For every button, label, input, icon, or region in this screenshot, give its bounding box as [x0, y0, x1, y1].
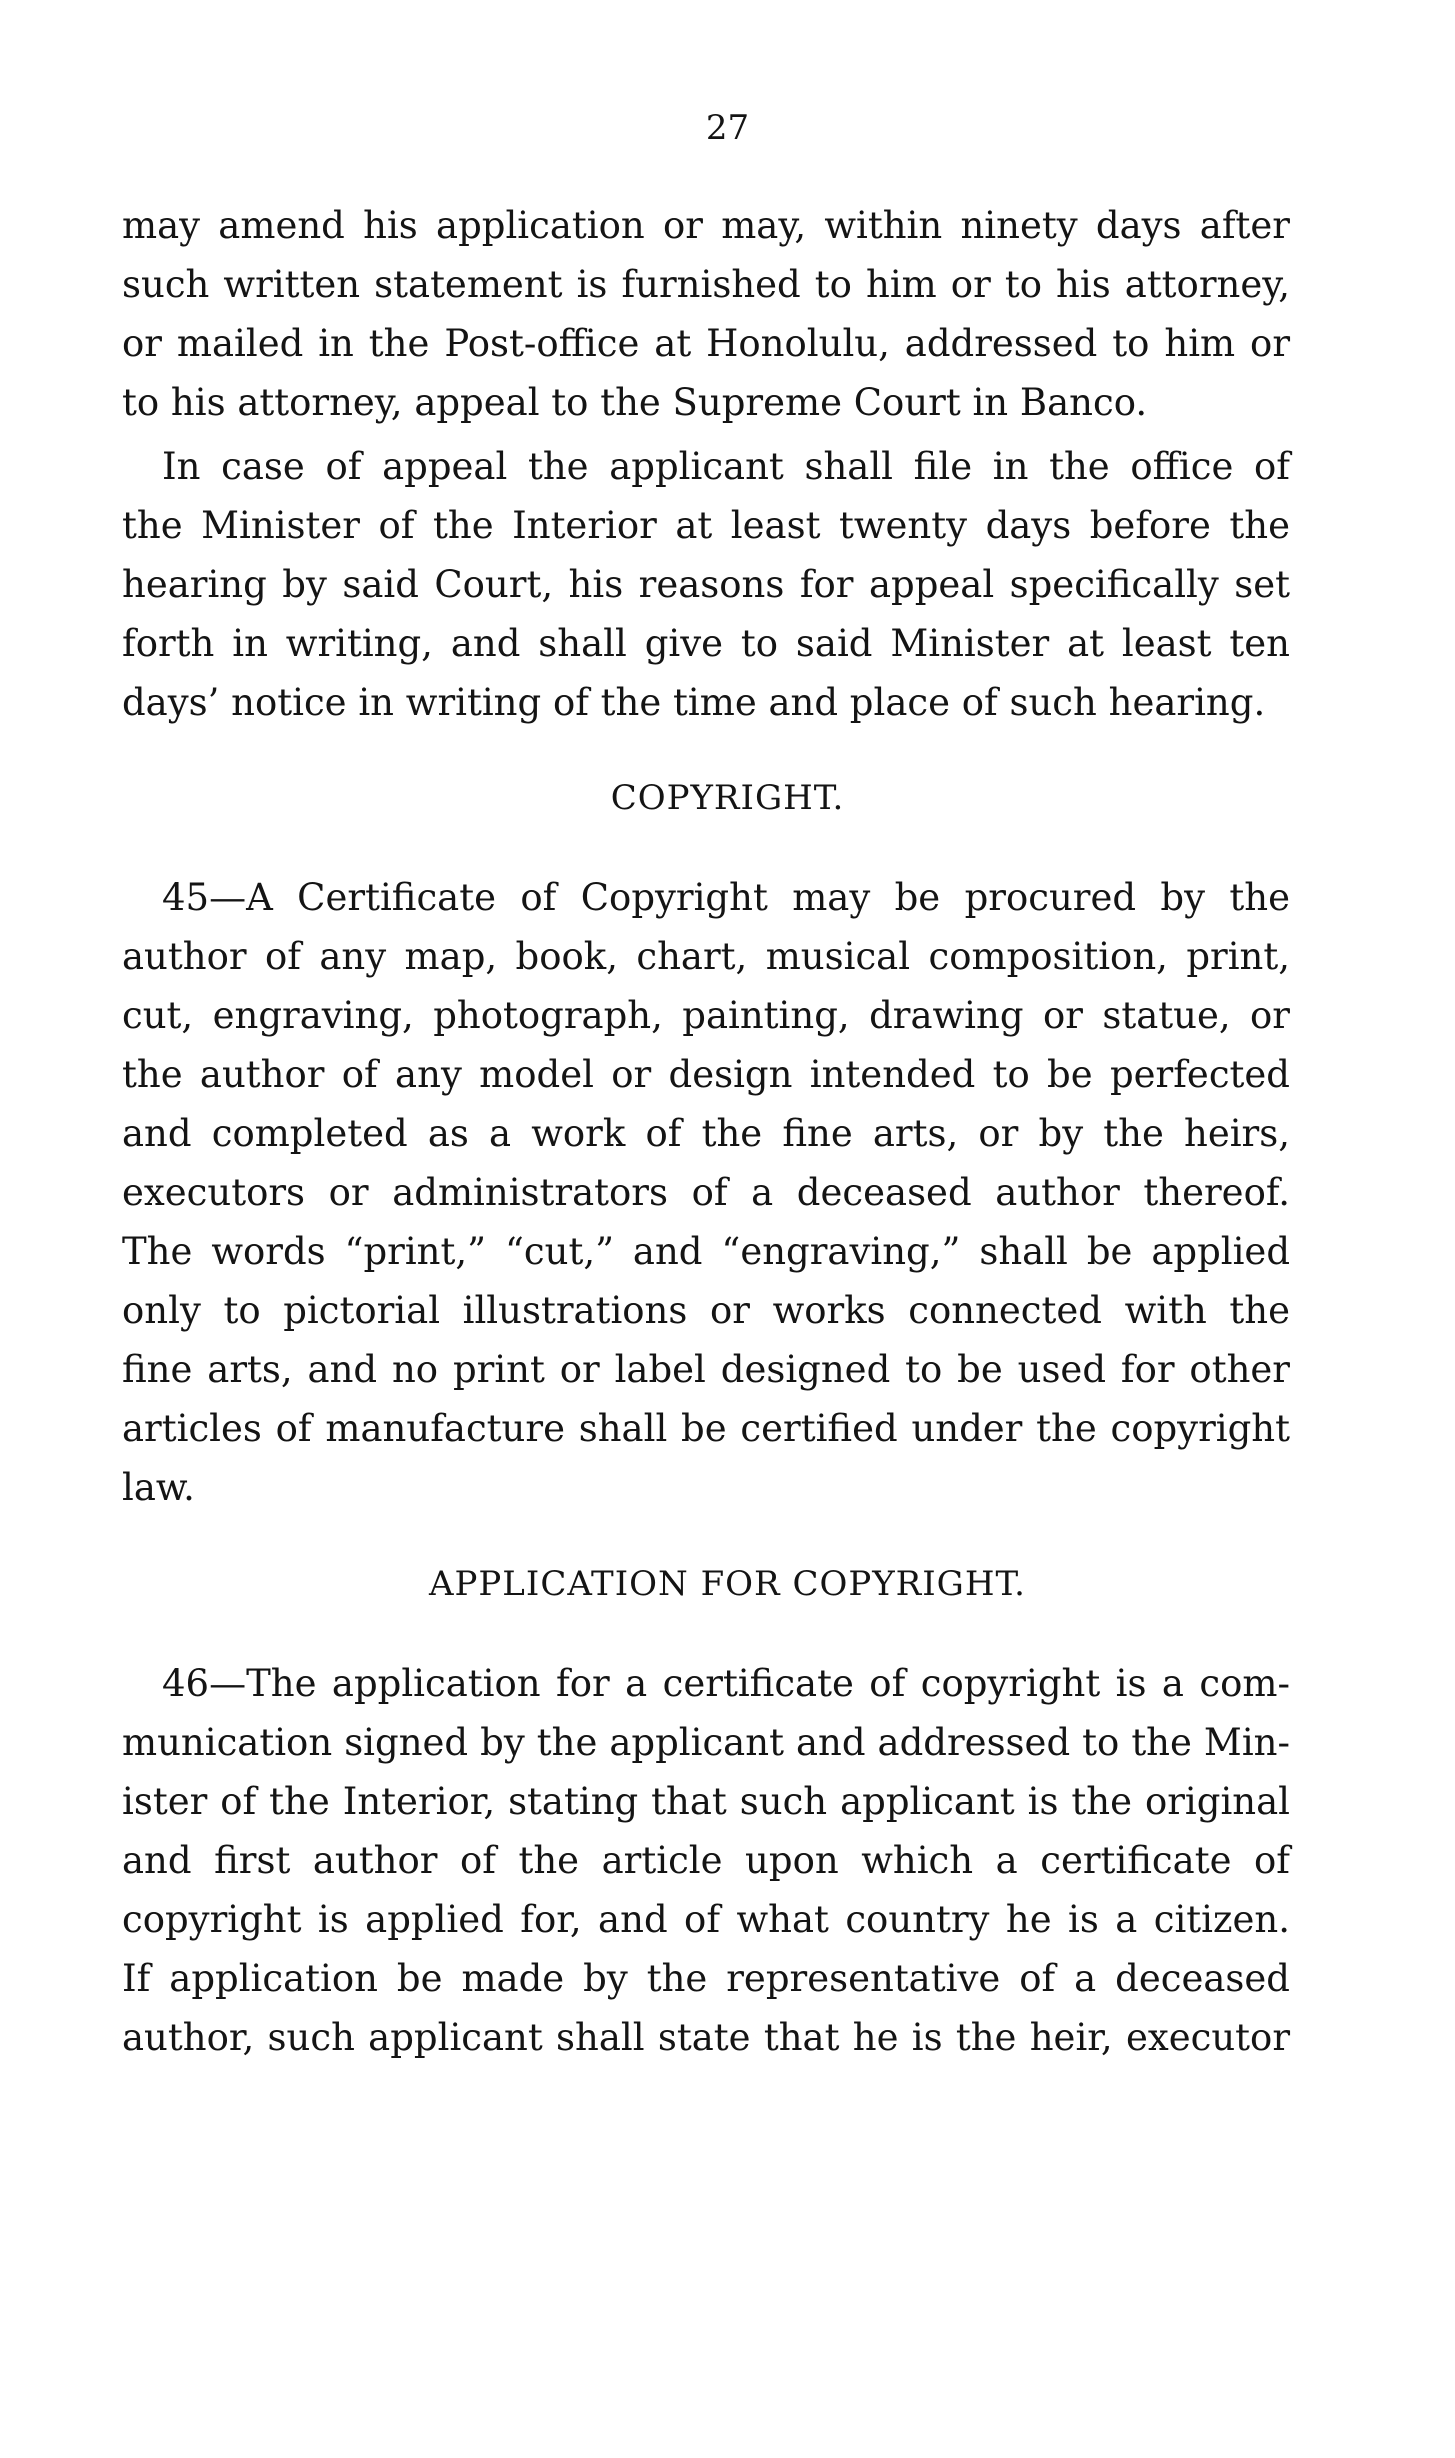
- text-line: the author of any model or design intended to be perfected: [122, 1053, 1290, 1096]
- text-line: hearing by said Court, his reasons for appeal specifically set: [122, 563, 1290, 606]
- paragraph-continuation: [122, 196, 1290, 432]
- text-line: 46—The application for a certificate of copyright is a com-: [162, 1662, 1290, 1705]
- paragraph-appeal: [122, 437, 1290, 732]
- text-line: author of any map, book, chart, musical composition, print,: [122, 935, 1290, 978]
- section-heading-application: APPLICATION FOR COPYRIGHT.: [429, 1564, 1026, 1604]
- text-line: 45—A Certificate of Copyright may be procured by the: [162, 876, 1290, 919]
- page-number: 27: [705, 108, 750, 148]
- text-line: ister of the Interior, stating that such applicant is the original: [122, 1780, 1290, 1823]
- text-line: the Minister of the Interior at least twenty days before the: [122, 504, 1290, 547]
- paragraph-section-45: [122, 868, 1290, 1517]
- text-line: only to pictorial illustrations or works connected with the: [122, 1289, 1290, 1332]
- text-line: forth in writing, and shall give to said Minister at least ten: [122, 622, 1290, 665]
- paragraph-section-46: [122, 1654, 1290, 2067]
- text-line: or mailed in the Post-office at Honolulu, addressed to him or: [122, 322, 1290, 365]
- text-line: executors or administrators of a deceased author thereof.: [122, 1171, 1290, 1214]
- text-line: law.: [122, 1466, 195, 1509]
- text-line: to his attorney, appeal to the Supreme Court in Banco.: [122, 381, 1148, 424]
- text-line: such written statement is furnished to him or to his attorney,: [122, 263, 1290, 306]
- text-line: fine arts, and no print or label designed to be used for other: [122, 1348, 1290, 1391]
- text-line: and completed as a work of the fine arts, or by the heirs,: [122, 1112, 1290, 1155]
- text-line: munication signed by the applicant and addressed to the Min-: [122, 1721, 1290, 1764]
- text-line: copyright is applied for, and of what country he is a citizen.: [122, 1898, 1290, 1941]
- text-line: The words “print,” “cut,” and “engraving,” shall be applied: [122, 1230, 1290, 1273]
- text-line: and first author of the article upon which a certificate of: [122, 1839, 1290, 1882]
- text-line: cut, engraving, photograph, painting, drawing or statue, or: [122, 994, 1290, 1037]
- text-line: In case of appeal the applicant shall file in the office of: [162, 445, 1290, 488]
- text-line: author, such applicant shall state that he is the heir, executor: [122, 2016, 1290, 2059]
- section-heading-copyright: COPYRIGHT.: [610, 778, 845, 818]
- text-line: may amend his application or may, within ninety days after: [122, 204, 1290, 247]
- text-line: articles of manufacture shall be certified under the copyright: [122, 1407, 1290, 1450]
- text-line: If application be made by the representative of a deceased: [122, 1957, 1290, 2000]
- text-line: days’ notice in writing of the time and place of such hearing.: [122, 681, 1266, 724]
